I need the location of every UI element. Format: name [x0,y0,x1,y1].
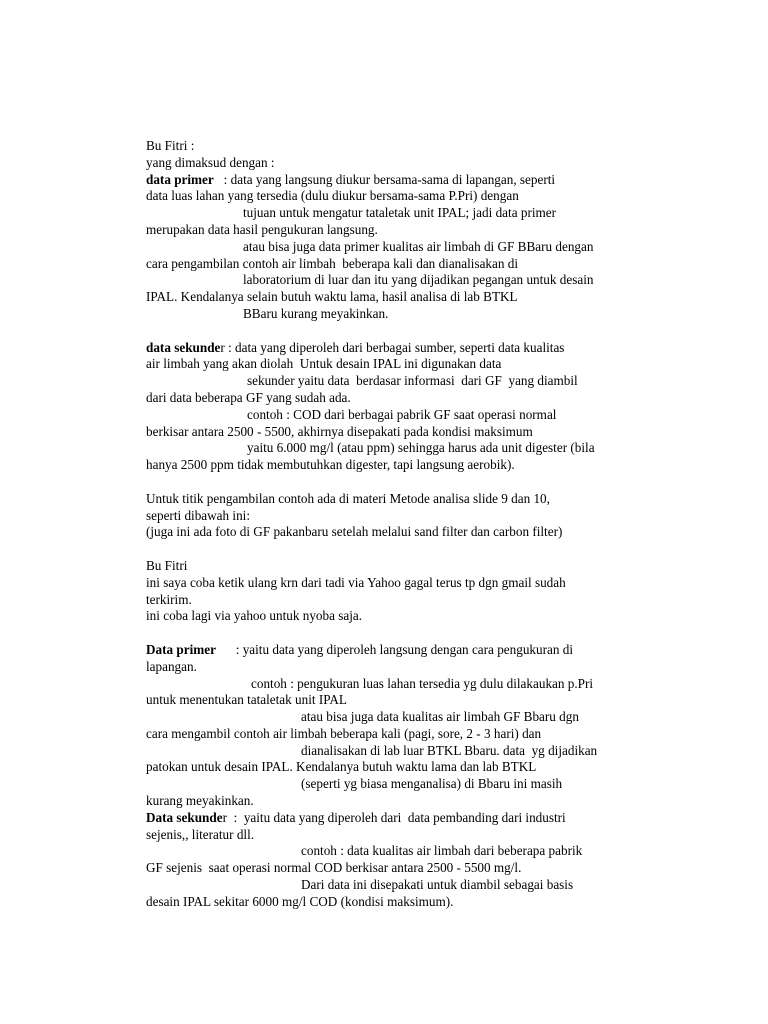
paragraph-gap [146,625,666,642]
text-line: (juga ini ada foto di GF pakanbaru setelah melalui sand filter dan carbon filter) [146,524,563,540]
sekunder-term: data sekunde [146,339,221,355]
intro-line: yang dimaksud dengan : [146,154,275,170]
text-line: IPAL. Kendalanya selain butuh waktu lama, hasil analisa di lab BTKL [146,289,518,305]
text-line: ini saya coba ketik ulang krn dari tadi via Yahoo gagal terus tp dgn gmail sudah [146,574,566,590]
sekunder-term: Data sekunde [146,809,223,825]
document-page [146,138,666,911]
text-line: atau bisa juga data primer kualitas air limbah di GF BBaru dengan [243,238,594,254]
text-line: r : data yang diperoleh dari berbagai sumber, seperti data kualitas [220,339,565,355]
text-line: Untuk titik pengambilan contoh ada di materi Metode analisa slide 9 dan 10, [146,490,550,506]
greeting: Bu Fitri [146,557,188,573]
text-line: contoh : data kualitas air limbah dari beberapa pabrik [301,843,583,859]
text-line: seperti dibawah ini: [146,507,251,523]
text-line: contoh : COD dari berbagai pabrik GF saat operasi normal [247,406,557,422]
text-line: dianalisakan di lab luar BTKL Bbaru. data yg dijadikan [301,742,598,758]
text-line: patokan untuk desain IPAL. Kendalanya butuh waktu lama dan lab BTKL [146,759,537,775]
text-line: yaitu 6.000 mg/l (atau ppm) sehingga harus ada unit digester (bila [247,440,595,456]
primer-term: data primer [146,171,214,187]
paragraph-gap [146,474,666,491]
sekunder-definition-line [146,340,666,357]
text-line: kurang meyakinkan. [146,793,254,809]
text-line: sejenis,, literatur dll. [146,826,255,842]
text-line: r : yaitu data yang diperoleh dari data pembanding dari industri [222,809,566,825]
text-line: berkisar antara 2500 - 5500, akhirnya disepakati pada kondisi maksimum [146,423,533,439]
paragraph-gap [146,323,666,340]
text-line: contoh : pengukuran luas lahan tersedia yg dulu dilakaukan p.Pri [251,675,594,691]
text-line: dari data beberapa GF yang sudah ada. [146,389,351,405]
primer-definition-line [146,172,666,189]
text-line: tujuan untuk mengatur tataletak unit IPAL; jadi data primer [243,205,557,221]
text-line: : data yang langsung diukur bersama-sama di lapangan, seperti [213,171,556,187]
text-line: laboratorium di luar dan itu yang dijadikan pegangan untuk desain [243,272,594,288]
primer-term: Data primer [146,641,216,657]
text-line: lapangan. [146,658,197,674]
text-line: GF sejenis saat operasi normal COD berkisar antara 2500 - 5500 mg/l. [146,860,522,876]
text-line: hanya 2500 ppm tidak membutuhkan digester, tapi langsung aerobik). [146,457,515,473]
text-line: sekunder yaitu data berdasar informasi dari GF yang diambil [247,373,578,389]
text-line: data luas lahan yang tersedia (dulu diukur bersama-sama P.Pri) dengan [146,188,519,204]
sekunder-definition-line [146,810,666,827]
greeting: Bu Fitri : [146,138,195,153]
text-line: air limbah yang akan diolah Untuk desain IPAL ini digunakan data [146,356,502,372]
text-line: merupakan data hasil pengukuran langsung. [146,221,378,237]
text-line: BBaru kurang meyakinkan. [243,305,389,321]
text-line: ini coba lagi via yahoo untuk nyoba saja. [146,608,363,624]
text-line: terkirim. [146,591,192,607]
text-line: Dari data ini disepakati untuk diambil sebagai basis [301,877,574,893]
text-line: desain IPAL sekitar 6000 mg/l COD (kondisi maksimum). [146,893,454,909]
text-line: untuk menentukan tataletak unit IPAL [146,692,347,708]
paragraph-gap [146,541,666,558]
text-line: atau bisa juga data kualitas air limbah GF Bbaru dgn [301,709,579,725]
text-line: cara pengambilan contoh air limbah beberapa kali dan dianalisakan di [146,255,519,271]
text-line: cara mengambil contoh air limbah beberapa kali (pagi, sore, 2 - 3 hari) dan [146,725,542,741]
primer-definition-line [146,642,666,659]
text-line: : yaitu data yang diperoleh langsung dengan cara pengukuran di [215,641,574,657]
text-line: (seperti yg biasa menganalisa) di Bbaru ini masih [301,776,563,792]
